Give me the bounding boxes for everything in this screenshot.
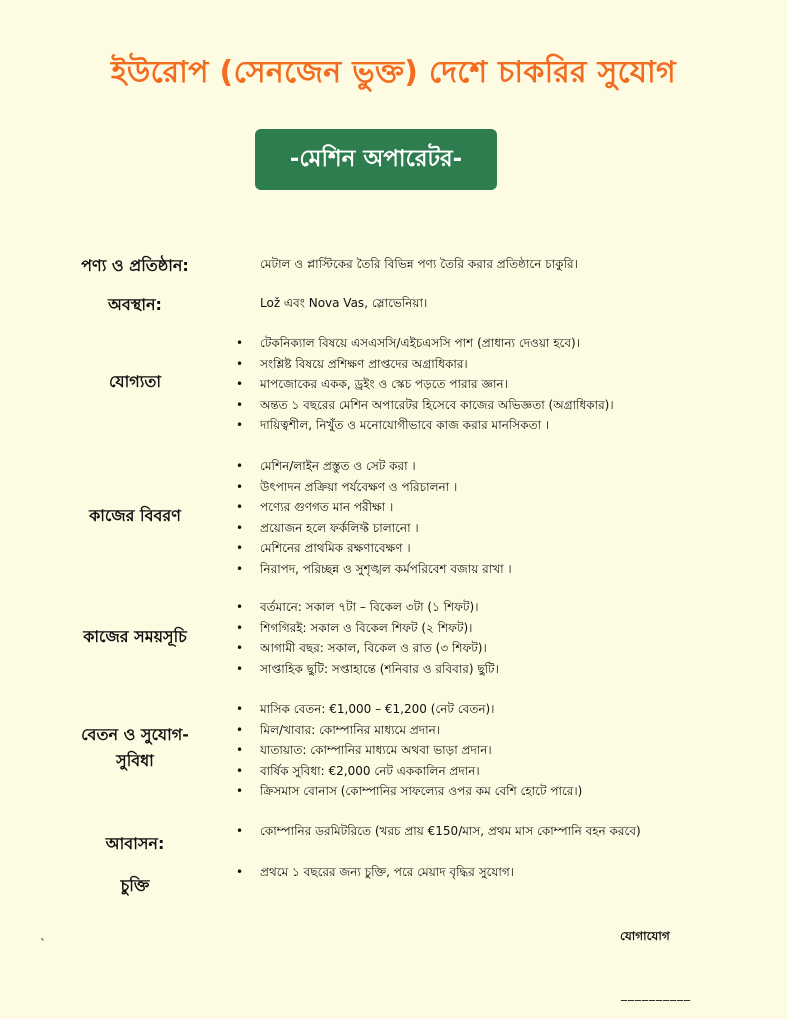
- housing-list: [236, 821, 641, 842]
- list-item: • অন্তত ১ বছরের মেশিন অপারেটর হিসেবে কাজের অভিজ্ঞতা (অগ্রাধিকার)।: [236, 395, 614, 416]
- location-label: অবস্থান:: [108, 295, 162, 314]
- list-item: • টেকনিক্যাল বিষয়ে এসএসসি/এইচএসসি পাশ (প্রাধান্য দেওয়া হবে)।: [236, 333, 614, 354]
- list-item: • সংশ্লিষ্ট বিষয়ে প্রশিক্ষণ প্রাপ্তদের অগ্রাধিকার।: [236, 354, 614, 375]
- list-item: • প্রয়োজন হলে ফর্কলিফ্ট চালানো ।: [236, 518, 512, 539]
- qualification-list: [236, 333, 614, 436]
- salary-list: [236, 699, 582, 802]
- product-text: মেটাল ও প্লাস্টিকের তৈরি বিভিন্ন পণ্য তৈরি করার প্রতিষ্ঠানে চাকুরি।: [260, 257, 578, 271]
- schedule-list: [236, 597, 499, 679]
- list-item: • ক্রিসমাস বোনাস (কোম্পানির সাফল্যের ওপর কম বেশি হোটে পারে।): [236, 781, 582, 802]
- list-item: • মাসিক বেতন: €1,000 – €1,200 (নেট বেতন)।: [236, 699, 582, 720]
- list-item: • যাতায়াত: কোম্পানির মাধ্যমে অথবা ভাড়া প্রদান।: [236, 740, 582, 761]
- job-description-list: [236, 456, 512, 579]
- list-item: • পণ্যের গুণগত মান পরীক্ষা ।: [236, 497, 512, 518]
- list-item: • মিল/খাবার: কোম্পানির মাধ্যমে প্রদান।: [236, 720, 582, 741]
- list-item: • বর্তমানে: সকাল ৭টা – বিকেল ৩টা (১ শিফট)।: [236, 597, 499, 618]
- contact-label: যোগাযোগ: [620, 929, 670, 943]
- list-item: • মাপজোকের একক, ড্রইং ও স্কেচ পড়তে পারার জ্ঞান।: [236, 374, 614, 395]
- schedule-label: কাজের সময়সূচি: [83, 627, 187, 646]
- list-item: • সাপ্তাহিক ছুটি: সপ্তাহান্তে (শনিবার ও রবিবার) ছুটি।: [236, 659, 499, 680]
- housing-label: আবাসন:: [105, 834, 165, 853]
- salary-label-line1: বেতন ও সুযোগ-: [81, 725, 189, 744]
- list-item: • মেশিন/লাইন প্রস্তুত ও সেট করা ।: [236, 456, 512, 477]
- job-title-badge: -মেশিন অপারেটর-: [255, 129, 497, 190]
- contact-blank-line: __________: [621, 987, 691, 1001]
- list-item: • শিগগিরই: সকাল ও বিকেল শিফট (২ শিফট)।: [236, 618, 499, 639]
- list-item: • মেশিনের প্রাথমিক রক্ষণাবেক্ষণ ।: [236, 538, 512, 559]
- job-description-label: কাজের বিবরণ: [89, 506, 181, 525]
- location-text: Lož এবং Nova Vas, স্লোভেনিয়া।: [260, 296, 428, 310]
- page-title: ইউরোপ (সেনজেন ভুক্ত) দেশে চাকরির সুযোগ: [111, 55, 676, 90]
- qualification-label: যোগ্যতা: [108, 372, 162, 391]
- stray-mark: `: [40, 937, 46, 951]
- salary-label: [40, 722, 230, 774]
- salary-label-line2: সুবিধা: [116, 751, 154, 770]
- list-item: • উৎপাদন প্রক্রিয়া পর্যবেক্ষণ ও পরিচালনা ।: [236, 477, 512, 498]
- contract-label: চুক্তি: [120, 876, 150, 895]
- contract-list: [236, 862, 514, 883]
- list-item: • কোম্পানির ডরমিটরিতে (খরচ প্রায় €150/মাস, প্রথম মাস কোম্পানি বহন করবে): [236, 821, 641, 842]
- product-label: পণ্য ও প্রতিষ্ঠান:: [81, 256, 189, 275]
- list-item: • বার্ষিক সুবিধা: €2,000 নেট এককালিন প্রদান।: [236, 761, 582, 782]
- list-item: • দায়িত্বশীল, নিখুঁত ও মনোযোগীভাবে কাজ করার মানসিকতা ।: [236, 415, 614, 436]
- list-item: • প্রথমে ১ বছরের জন্য চুক্তি, পরে মেয়াদ বৃদ্ধির সুযোগ।: [236, 862, 514, 883]
- list-item: • নিরাপদ, পরিচ্ছন্ন ও সুশৃঙ্খল কর্মপরিবেশ বজায় রাখা ।: [236, 559, 512, 580]
- list-item: • আগামী বছর: সকাল, বিকেল ও রাত (৩ শিফট)।: [236, 638, 499, 659]
